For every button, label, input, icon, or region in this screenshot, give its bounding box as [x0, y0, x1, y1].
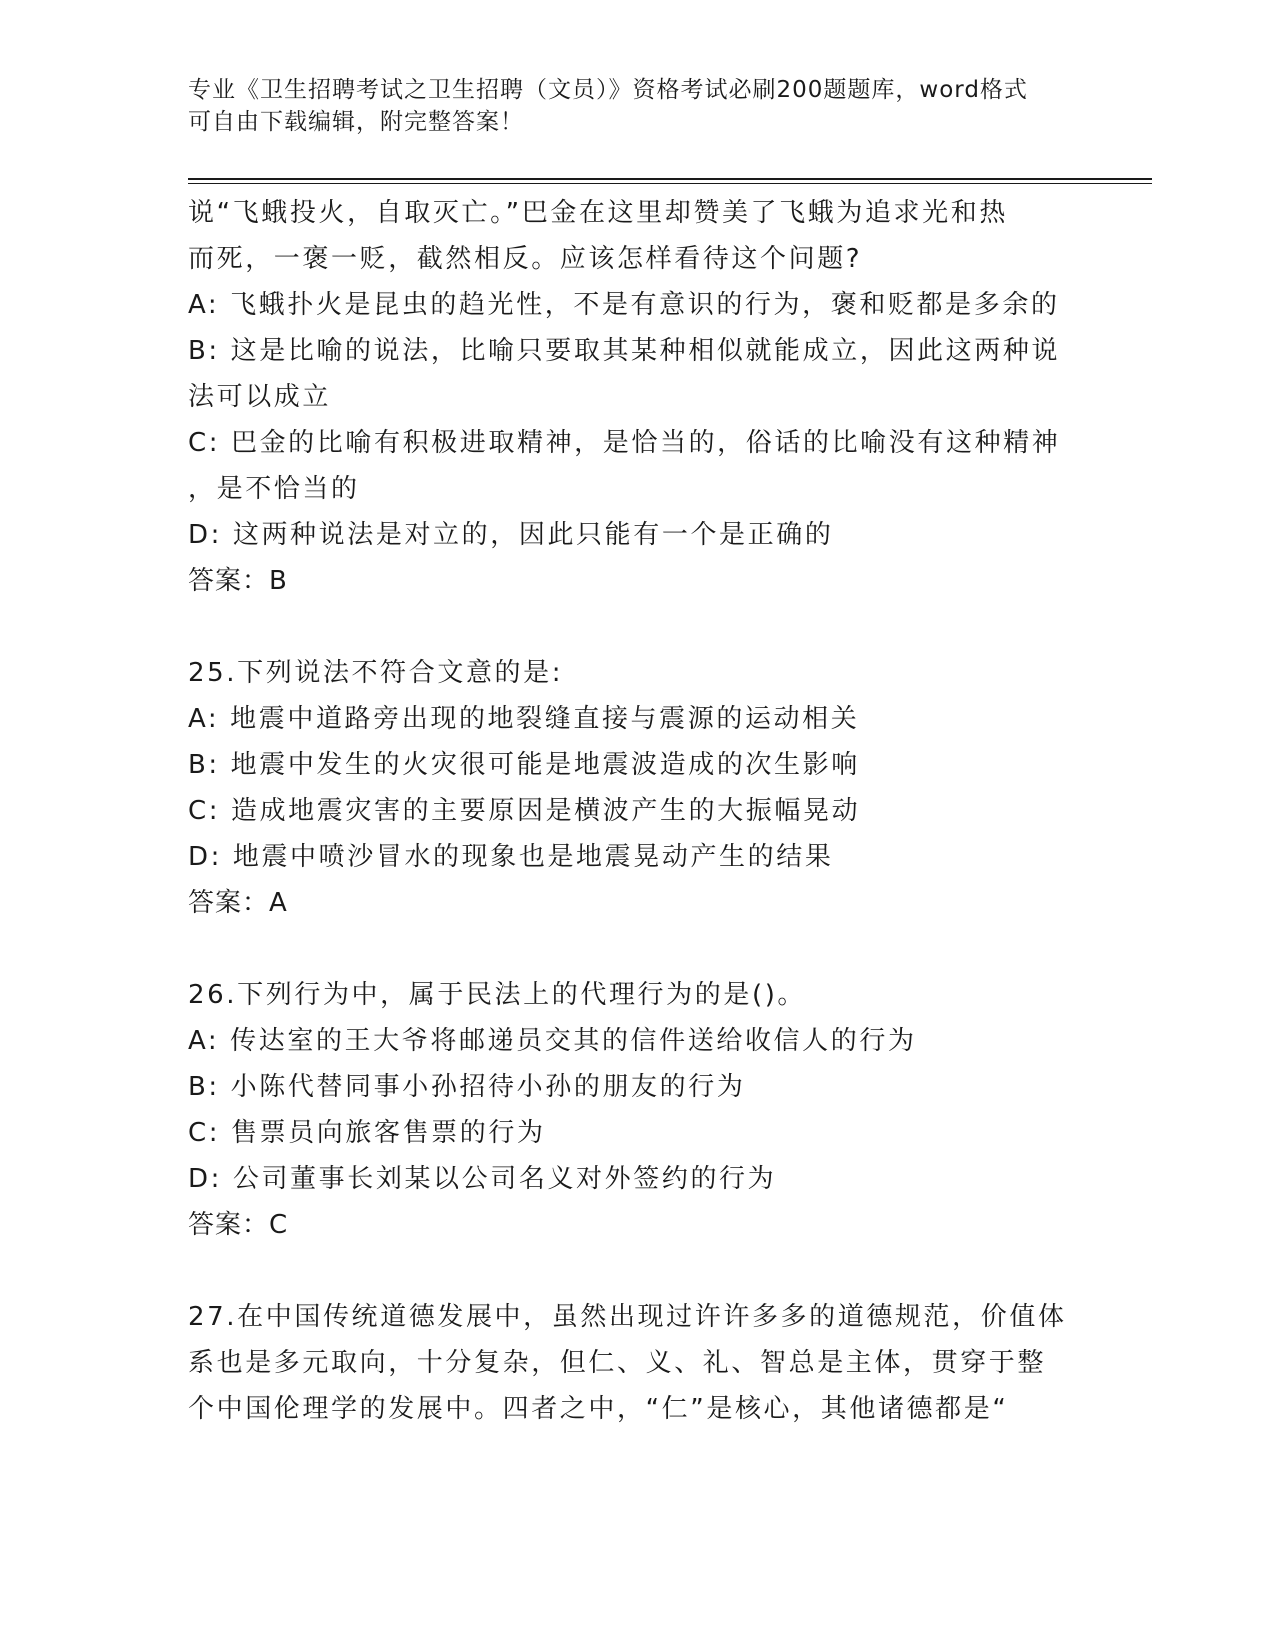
option-c: C: 造成地震灾害的主要原因是横波产生的大振幅晃动: [188, 796, 861, 826]
question-24: [188, 190, 1088, 604]
spacer: [188, 604, 1088, 650]
option-c-continued: ，是不恰当的: [188, 474, 360, 504]
question-stem-line: 个中国伦理学的发展中。四者之中，“仁”是核心，其他诸德都是“: [188, 1394, 1009, 1424]
answer: 答案：A: [188, 888, 288, 918]
option-d: D: 公司董事长刘某以公司名义对外签约的行为: [188, 1164, 777, 1194]
spacer: [188, 926, 1088, 972]
question-stem-line: 说“飞蛾投火，自取灭亡。”巴金在这里却赞美了飞蛾为追求光和热: [188, 198, 1008, 228]
document-header: [188, 74, 1088, 138]
option-a: A: 地震中道路旁出现的地裂缝直接与震源的运动相关: [188, 704, 860, 734]
option-a: A: 传达室的王大爷将邮递员交其的信件送给收信人的行为: [188, 1026, 917, 1056]
spacer: [188, 1248, 1088, 1294]
answer: 答案：C: [188, 1210, 289, 1240]
header-divider-thick: [188, 178, 1152, 180]
header-line-1: 专业《卫生招聘考试之卫生招聘（文员）》资格考试必刷200题题库，word格式: [188, 77, 1028, 103]
option-b: B: 小陈代替同事小孙招待小孙的朋友的行为: [188, 1072, 746, 1102]
option-b: B: 这是比喻的说法，比喻只要取其某种相似就能成立，因此这两种说: [188, 336, 1061, 366]
question-stem-line: 27.在中国传统道德发展中，虽然出现过许许多多的道德规范，价值体: [188, 1302, 1067, 1332]
option-d: D: 地震中喷沙冒水的现象也是地震晃动产生的结果: [188, 842, 834, 872]
option-c: C: 巴金的比喻有积极进取精神，是恰当的，俗话的比喻没有这种精神: [188, 428, 1061, 458]
option-b-continued: 法可以成立: [188, 382, 332, 412]
option-a: A: 飞蛾扑火是昆虫的趋光性，不是有意识的行为，褒和贬都是多余的: [188, 290, 1060, 320]
question-stem: 25.下列说法不符合文意的是:: [188, 658, 564, 688]
option-c: C: 售票员向旅客售票的行为: [188, 1118, 546, 1148]
question-stem: 26.下列行为中，属于民法上的代理行为的是()。: [188, 980, 807, 1010]
question-26: [188, 972, 1088, 1248]
header-line-2: 可自由下载编辑，附完整答案！: [188, 109, 524, 135]
question-stem-line: 而死，一褒一贬，截然相反。应该怎样看待这个问题?: [188, 244, 863, 274]
answer: 答案：B: [188, 566, 288, 596]
option-b: B: 地震中发生的火灾很可能是地震波造成的次生影响: [188, 750, 860, 780]
question-25: [188, 650, 1088, 926]
header-divider-thin: [188, 183, 1152, 184]
option-d: D: 这两种说法是对立的，因此只能有一个是正确的: [188, 520, 834, 550]
document-body: [188, 190, 1088, 1432]
question-stem-line: 系也是多元取向，十分复杂，但仁、义、礼、智总是主体，贯穿于整: [188, 1348, 1047, 1378]
question-27: [188, 1294, 1088, 1432]
